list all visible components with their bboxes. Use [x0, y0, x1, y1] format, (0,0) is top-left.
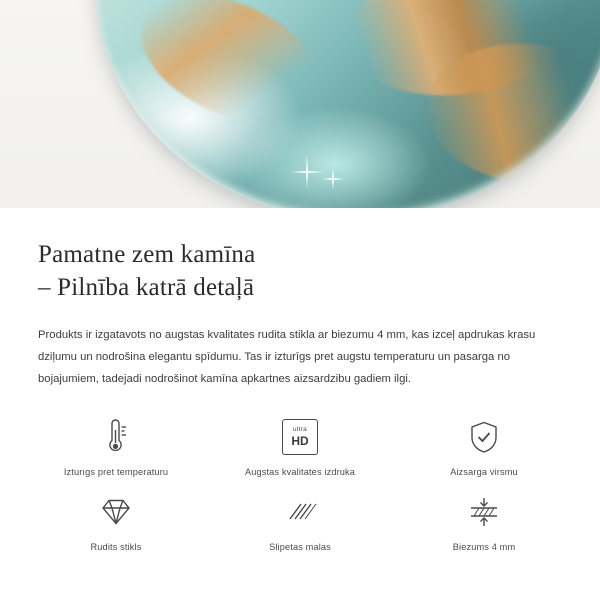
page-title	[38, 238, 562, 304]
ultra-hd-icon	[282, 416, 318, 458]
feature-item-temperature	[24, 416, 208, 477]
feature-item-thickness	[392, 491, 576, 552]
feature-item-tempered-glass	[24, 491, 208, 552]
feature-label: Augstas kvalitates izdruka	[244, 467, 356, 478]
shield-check-icon	[467, 416, 501, 458]
diamond-icon	[97, 491, 135, 533]
feature-item-print-quality	[208, 416, 392, 477]
ultra-hd-badge-bottom: HD	[291, 433, 309, 448]
ultra-hd-badge-top: ultra	[293, 426, 307, 434]
feature-label: Rudits stikls	[90, 542, 142, 553]
headline-line-2: – Pilnība katrā detaļā	[38, 274, 255, 301]
polished-edges-icon	[282, 491, 318, 533]
feature-label: Aizsarga virsmu	[450, 467, 518, 478]
gold-vein	[122, 0, 340, 148]
hero-image	[0, 0, 600, 208]
feature-item-surface-protection	[392, 416, 576, 477]
text-content	[0, 208, 600, 390]
thermometer-icon	[99, 416, 133, 458]
headline-line-1: Pamatne zem kamīna	[38, 241, 256, 268]
feature-grid	[0, 390, 600, 552]
description-paragraph: Produkts ir izgatavots no augstas kvalitates rudita stikla ar biezumu 4 mm, kas izceļ apdrukas krasu dziļumu un nodrošina elegantu spīdumu. Tas ir izturīgs pret augstu temperaturu un pasarga no bojajumiem, tadejadi nodrošinot kamīna apkartnes aizsardzibu gadiem ilgi.	[38, 329, 536, 386]
feature-label: Slipetas malas	[269, 542, 331, 553]
thickness-icon	[466, 491, 502, 533]
feature-label: Biezums 4 mm	[452, 542, 516, 553]
feature-label: Izturıgs pret temperaturu	[63, 467, 169, 478]
feature-item-polished-edges	[208, 491, 392, 552]
